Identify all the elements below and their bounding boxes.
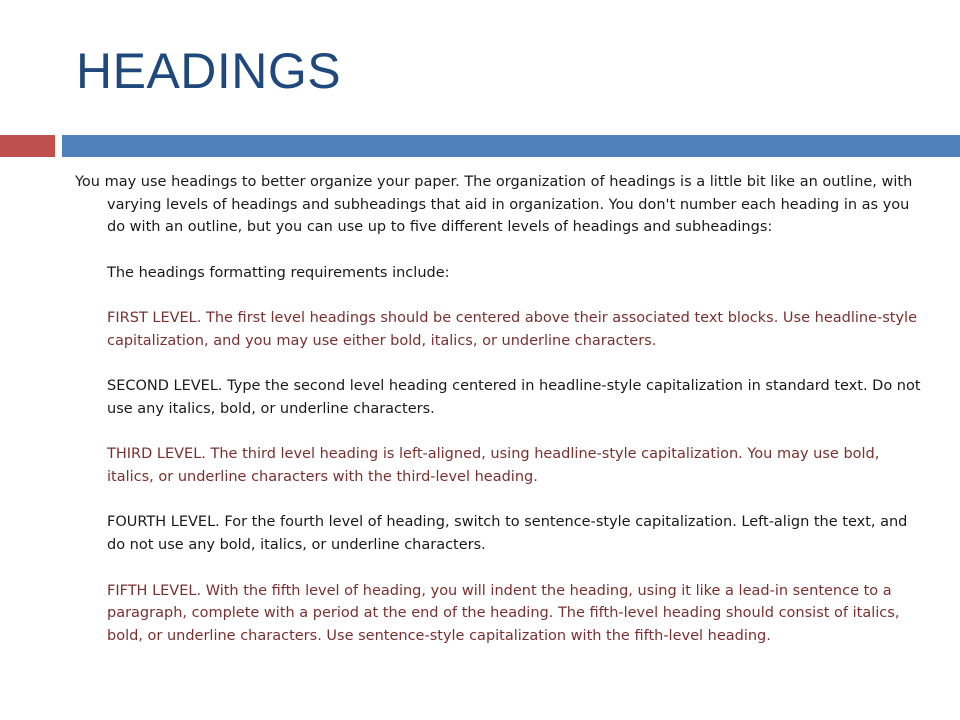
spacer: [75, 239, 930, 262]
level-5-description: FIFTH LEVEL. With the fifth level of heading, you will indent the heading, using it like a lead-in sentence to a paragraph, complete with a period at the end of the heading. The fifth-level heading should consist of italics, bold, or underline characters. Use sentence-style capitalization with the fifth-level heading.: [107, 582, 900, 644]
slide-body: [75, 171, 930, 648]
level-1-description: FIRST LEVEL. The first level headings should be centered above their associated text blocks. Use headline-style capitalization, and you may use either bold, italics, or underline characters.: [107, 310, 918, 349]
level-3-description: THIRD LEVEL. The third level heading is left-aligned, using headline-style capitalization. You may use bold, italics, or underline characters with the third-level heading.: [107, 446, 880, 486]
title-accent-bar-blue: [62, 135, 960, 157]
spacer: [75, 489, 930, 512]
requirements-intro: The headings formatting requirements include:: [107, 264, 450, 281]
slide-title: HEADINGS: [76, 43, 342, 99]
level-2-description: SECOND LEVEL. Type the second level heading centered in headline-style capitalization in standard text. Do not use any italics, bold, or underline characters.: [107, 378, 921, 417]
title-accent-bar-red: [0, 135, 55, 157]
spacer: [75, 557, 930, 580]
spacer: [75, 421, 930, 444]
level-4-description: FOURTH LEVEL. For the fourth level of heading, switch to sentence-style capitalization. Left-align the text, and do not use any bold, italics, or underline characters.: [107, 514, 908, 554]
intro-paragraph: You may use headings to better organize your paper. The organization of headings is a little bit like an outline, with varying levels of headings and subheadings that aid in organization. You don't number each heading in as you do with an outline, but you can use up to five different levels of headings and subheadings:: [75, 174, 913, 236]
spacer: [75, 353, 930, 376]
spacer: [75, 285, 930, 308]
